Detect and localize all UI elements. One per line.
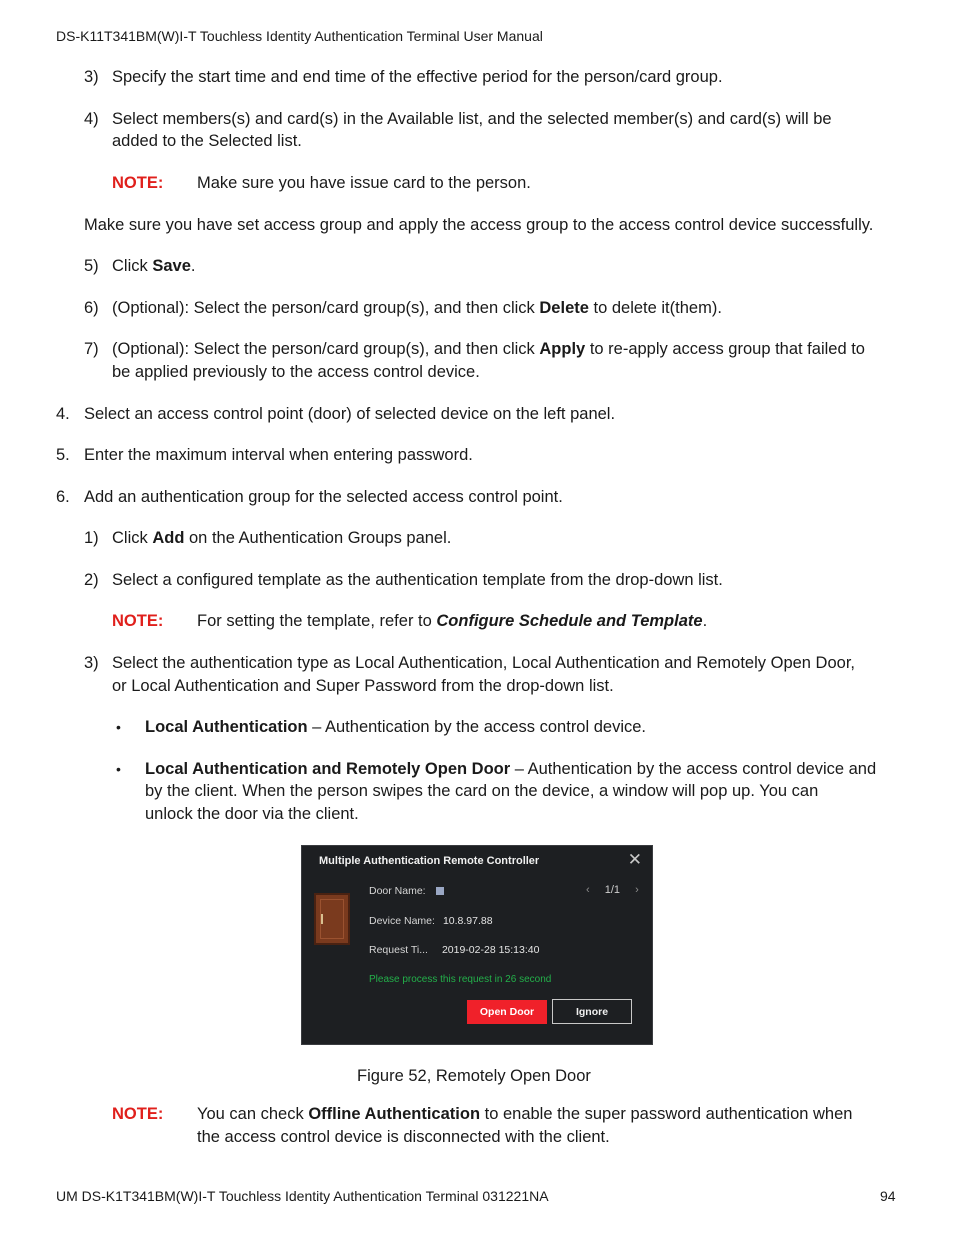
step-number: 3) (84, 654, 99, 672)
note-label: NOTE: (112, 1105, 164, 1123)
note-text: For setting the template, refer to Configure Schedule and Template. (197, 612, 708, 630)
bullet-icon: • (116, 761, 121, 777)
close-icon[interactable]: ✕ (627, 850, 642, 869)
door-name-icon (436, 887, 444, 895)
note-label: NOTE: (112, 612, 164, 630)
ignore-button[interactable]: Ignore (552, 999, 632, 1024)
device-name-value: 10.8.97.88 (442, 915, 493, 927)
bullet-text: by the client. When the person swipes the card on the device, a window will pop up. You can (145, 782, 819, 800)
bullet-icon: • (116, 719, 121, 735)
step-text: Select the authentication type as Local Authentication, Local Authentication and Remotely Open Door, (112, 654, 855, 672)
door-name-row: Door Name: (369, 885, 444, 897)
step-number: 5) (84, 257, 99, 275)
countdown-message: Please process this request in 26 second (369, 974, 552, 985)
paragraph: Make sure you have set access group and apply the access group to the access control device successfully. (84, 216, 874, 234)
chevron-right-icon[interactable]: › (635, 884, 639, 896)
step-number: 3) (84, 68, 99, 86)
step-text: (Optional): Select the person/card group(s), and then click Delete to delete it(them). (112, 299, 722, 317)
list-text: Add an authentication group for the selected access control point. (84, 488, 563, 506)
step-text: added to the Selected list. (112, 132, 302, 150)
note-label: NOTE: (112, 174, 164, 192)
remote-controller-dialog (301, 845, 653, 1045)
note-text: the access control device is disconnected with the client. (197, 1128, 610, 1146)
step-text: Click Add on the Authentication Groups panel. (112, 529, 452, 547)
step-number: 2) (84, 571, 99, 589)
step-text: Click Save. (112, 257, 196, 275)
open-door-button[interactable]: Open Door (467, 1000, 547, 1024)
step-number: 1) (84, 529, 99, 547)
page-footer: UM DS-K1T341BM(W)I-T Touchless Identity Authentication Terminal 031221NA (56, 1188, 549, 1204)
bullet-text: Local Authentication – Authentication by the access control device. (145, 718, 647, 736)
note-text: You can check Offline Authentication to enable the super password authentication when (197, 1105, 853, 1123)
list-number: 6. (56, 488, 70, 506)
list-text: Enter the maximum interval when entering password. (84, 446, 473, 464)
step-text: (Optional): Select the person/card group(s), and then click Apply to re-apply access group that failed to (112, 340, 865, 358)
pager (580, 884, 645, 896)
door-icon (314, 893, 350, 945)
list-number: 4. (56, 405, 70, 423)
device-name-row: Device Name: 10.8.97.88 (369, 915, 493, 927)
list-number: 5. (56, 446, 70, 464)
step-number: 7) (84, 340, 99, 358)
step-text: be applied previously to the access control device. (112, 363, 480, 381)
page-number: 94 (880, 1188, 896, 1204)
request-time-value: 2019-02-28 15:13:40 (441, 944, 540, 956)
dialog-title: Multiple Authentication Remote Controller (319, 855, 540, 867)
chevron-left-icon[interactable]: ‹ (586, 884, 590, 896)
note-text: Make sure you have issue card to the person. (197, 174, 531, 192)
step-text: Specify the start time and end time of the effective period for the person/card group. (112, 68, 723, 86)
bullet-text: unlock the door via the client. (145, 805, 359, 823)
figure-caption: Figure 52, Remotely Open Door (357, 1067, 591, 1085)
step-text: Select a configured template as the authentication template from the drop-down list. (112, 571, 723, 589)
pager-text: 1/1 (604, 884, 621, 896)
bullet-text: Local Authentication and Remotely Open Door – Authentication by the access control device and (145, 760, 877, 778)
step-number: 6) (84, 299, 99, 317)
request-time-row: Request Ti... 2019-02-28 15:13:40 (369, 944, 540, 956)
step-text: Select members(s) and card(s) in the Available list, and the selected member(s) and card(s) will be (112, 110, 832, 128)
list-text: Select an access control point (door) of selected device on the left panel. (84, 405, 616, 423)
step-text: or Local Authentication and Super Password from the drop-down list. (112, 677, 614, 695)
step-number: 4) (84, 110, 99, 128)
page-header: DS-K11T341BM(W)I-T Touchless Identity Authentication Terminal User Manual (56, 28, 543, 44)
